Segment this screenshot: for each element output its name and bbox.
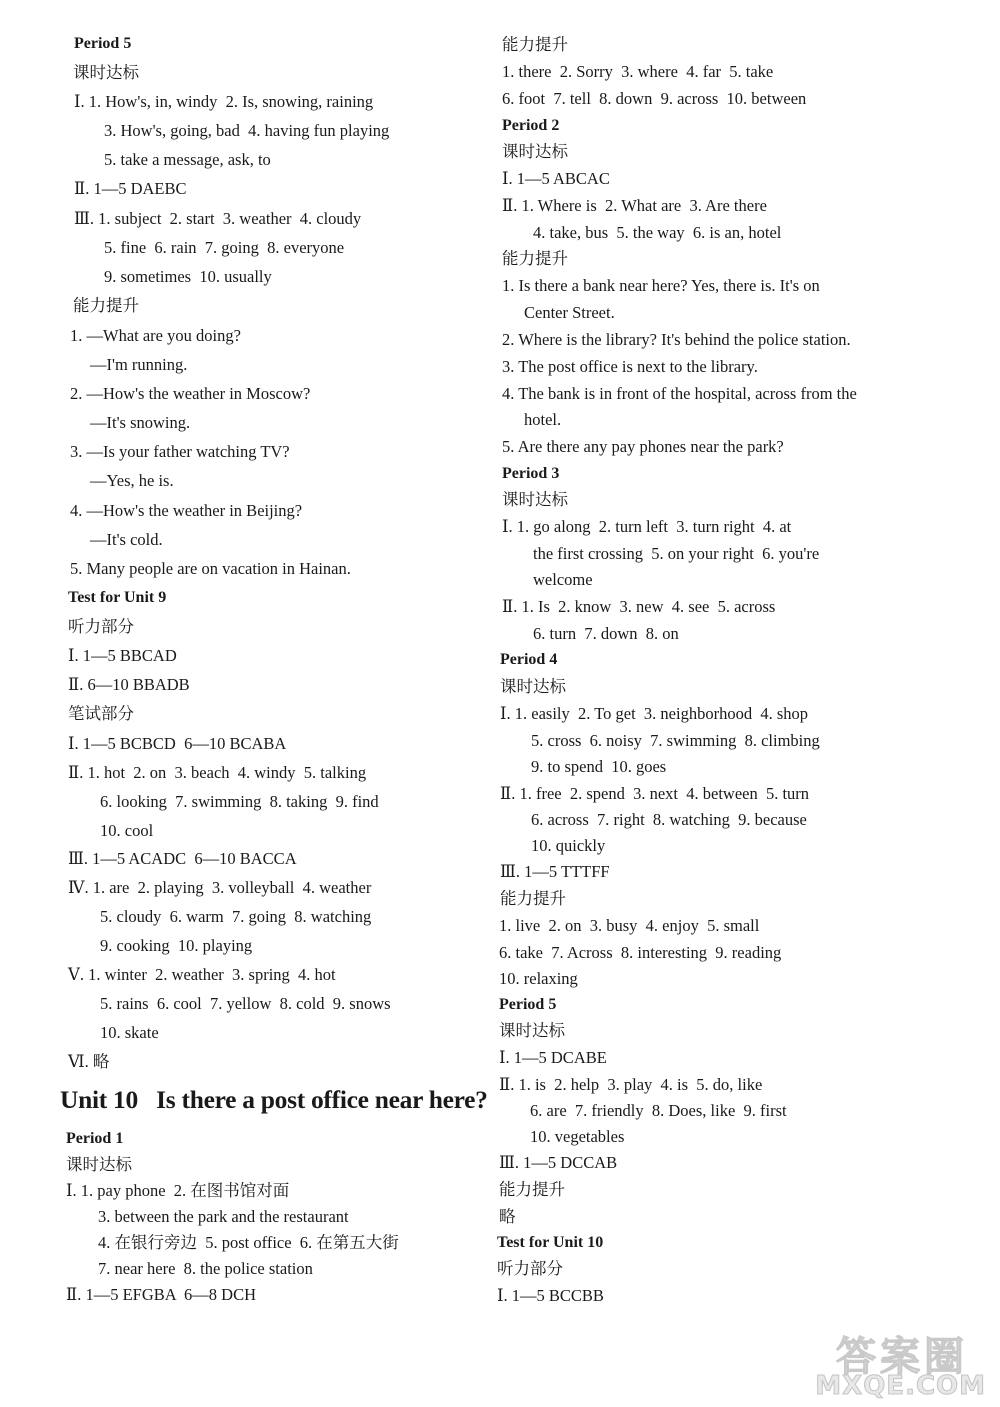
period-heading: Period 5 [74,35,132,52]
test-heading: Test for Unit 9 [68,589,167,606]
answer-line: 2. —How's the weather in Moscow? [70,384,311,403]
answer-line: 7. near here 8. the police station [98,1259,313,1278]
section-heading: 课时达标 [499,1021,565,1040]
period-heading: Period 3 [502,465,560,482]
test-heading: Test for Unit 10 [497,1234,604,1251]
unit-title: Unit 10 Is there a post office near here? [60,1085,488,1114]
answer-line: Ⅲ. 1—5 ACADC 6—10 BACCA [68,849,297,868]
answer-line: —I'm running. [90,355,188,374]
answer-line: 略 [499,1207,516,1226]
answer-line: 6. looking 7. swimming 8. taking 9. find [100,792,379,811]
answer-line: 5. Many people are on vacation in Hainan. [70,559,351,578]
answer-line: Ⅴ. 1. winter 2. weather 3. spring 4. hot [68,965,336,984]
answer-line: 3. between the park and the restaurant [98,1207,349,1226]
section-heading: 能力提升 [502,249,568,268]
answer-line: Ⅲ. 1—5 TTTFF [500,862,610,881]
answer-line: hotel. [524,410,562,429]
answer-line: Ⅱ. 1. free 2. spend 3. next 4. between 5. turn [500,784,810,803]
answer-line: Ⅱ. 1—5 EFGBA 6—8 DCH [66,1285,256,1304]
section-heading: 听力部分 [497,1259,563,1278]
answer-line: 6. turn 7. down 8. on [533,624,679,643]
answer-line: Ⅰ. 1—5 DCABE [499,1048,607,1067]
answer-line: 3. The post office is next to the library. [502,357,758,376]
answer-line: 10. relaxing [499,969,578,988]
section-heading: 课时达标 [502,142,568,161]
period-heading: Period 4 [500,651,558,668]
answer-line: 5. Are there any pay phones near the park? [502,437,784,456]
section-heading: 课时达标 [66,1155,132,1174]
answer-line: 1. —What are you doing? [70,326,241,345]
answer-line: Ⅱ. 1. Where is 2. What are 3. Are there [502,196,767,215]
answer-line: 1. Is there a bank near here? Yes, there is. It's on [502,276,820,295]
section-heading: 能力提升 [73,296,139,315]
answer-line: 5. cloudy 6. warm 7. going 8. watching [100,907,372,926]
answer-line: 9. sometimes 10. usually [104,267,272,286]
answer-line: 9. to spend 10. goes [531,757,667,776]
answer-line: —Yes, he is. [90,471,174,490]
answer-line: 5. rains 6. cool 7. yellow 8. cold 9. snows [100,994,391,1013]
answer-line: Ⅰ. 1. How's, in, windy 2. Is, snowing, raining [74,92,374,111]
answer-line: 10. skate [100,1023,159,1042]
answer-line: 3. How's, going, bad 4. having fun playing [104,121,390,140]
answer-line: 10. quickly [531,836,606,855]
period-heading: Period 1 [66,1130,124,1147]
period-heading: Period 5 [499,996,557,1013]
answer-line: Ⅰ. 1—5 BCCBB [497,1286,604,1305]
answer-line: 6. across 7. right 8. watching 9. because [531,810,807,829]
answer-line: Ⅰ. 1—5 BCBCD 6—10 BCABA [68,734,287,753]
answer-line: Ⅰ. 1—5 ABCAC [502,169,610,188]
answer-line: Ⅰ. 1. easily 2. To get 3. neighborhood 4. shop [500,704,808,723]
answer-line: Ⅵ. 略 [68,1052,110,1071]
answer-line: 5. fine 6. rain 7. going 8. everyone [104,238,345,257]
section-heading: 能力提升 [500,889,566,908]
answer-line: 4. take, bus 5. the way 6. is an, hotel [533,223,782,242]
answer-line: 10. vegetables [530,1127,625,1146]
answer-line: 5. cross 6. noisy 7. swimming 8. climbing [531,731,820,750]
section-heading: 听力部分 [68,617,134,636]
section-heading: 课时达标 [502,490,568,509]
answer-line: 3. —Is your father watching TV? [70,442,290,461]
answer-line: —It's snowing. [90,413,191,432]
answer-line: Ⅲ. 1—5 DCCAB [499,1153,618,1172]
answer-line: Center Street. [524,303,615,322]
answer-line: Ⅱ. 1. hot 2. on 3. beach 4. windy 5. talking [68,763,367,782]
answer-line: Ⅱ. 6—10 BBADB [68,675,190,694]
answer-line: welcome [533,570,593,589]
answer-line: Ⅰ. 1. pay phone 2. 在图书馆对面 [66,1181,290,1200]
answer-line: Ⅱ. 1. is 2. help 3. play 4. is 5. do, like [499,1075,763,1094]
answer-line: the first crossing 5. on your right 6. you're [533,544,820,563]
answer-line: —It's cold. [90,530,163,549]
answer-line: 1. there 2. Sorry 3. where 4. far 5. take [502,62,774,81]
answer-line: 1. live 2. on 3. busy 4. enjoy 5. small [499,916,760,935]
section-heading: 课时达标 [73,63,139,82]
answer-line: Ⅳ. 1. are 2. playing 3. volleyball 4. weather [68,878,372,897]
answer-line: 4. The bank is in front of the hospital, across from the [502,384,857,403]
section-heading: 能力提升 [499,1180,565,1199]
answer-line: 5. take a message, ask, to [104,150,271,169]
answer-line: 2. Where is the library? It's behind the police station. [502,330,851,349]
period-heading: Period 2 [502,117,560,134]
section-heading: 笔试部分 [68,704,134,723]
watermark-logo [786,1325,986,1401]
answer-line: 6. foot 7. tell 8. down 9. across 10. between [502,89,807,108]
answer-line: Ⅰ. 1. go along 2. turn left 3. turn right 4. at [502,517,792,536]
watermark-url: MXQE.COM [815,1371,986,1401]
answer-line: Ⅲ. 1. subject 2. start 3. weather 4. cloudy [74,209,362,228]
answer-line: 4. 在银行旁边 5. post office 6. 在第五大街 [98,1233,399,1252]
section-heading: 课时达标 [500,677,566,696]
watermark-logo-text: 答案圈 [836,1334,968,1380]
section-heading: 能力提升 [502,35,568,54]
answer-line: 4. —How's the weather in Beijing? [70,501,303,520]
answer-line: 6. take 7. Across 8. interesting 9. reading [499,943,782,962]
answer-line: Ⅱ. 1—5 DAEBC [74,179,187,198]
answer-line: 6. are 7. friendly 8. Does, like 9. first [530,1101,787,1120]
answer-line: 9. cooking 10. playing [100,936,253,955]
answer-line: 10. cool [100,821,154,840]
answer-line: Ⅰ. 1—5 BBCAD [68,646,177,665]
answer-line: Ⅱ. 1. Is 2. know 3. new 4. see 5. across [502,597,776,616]
